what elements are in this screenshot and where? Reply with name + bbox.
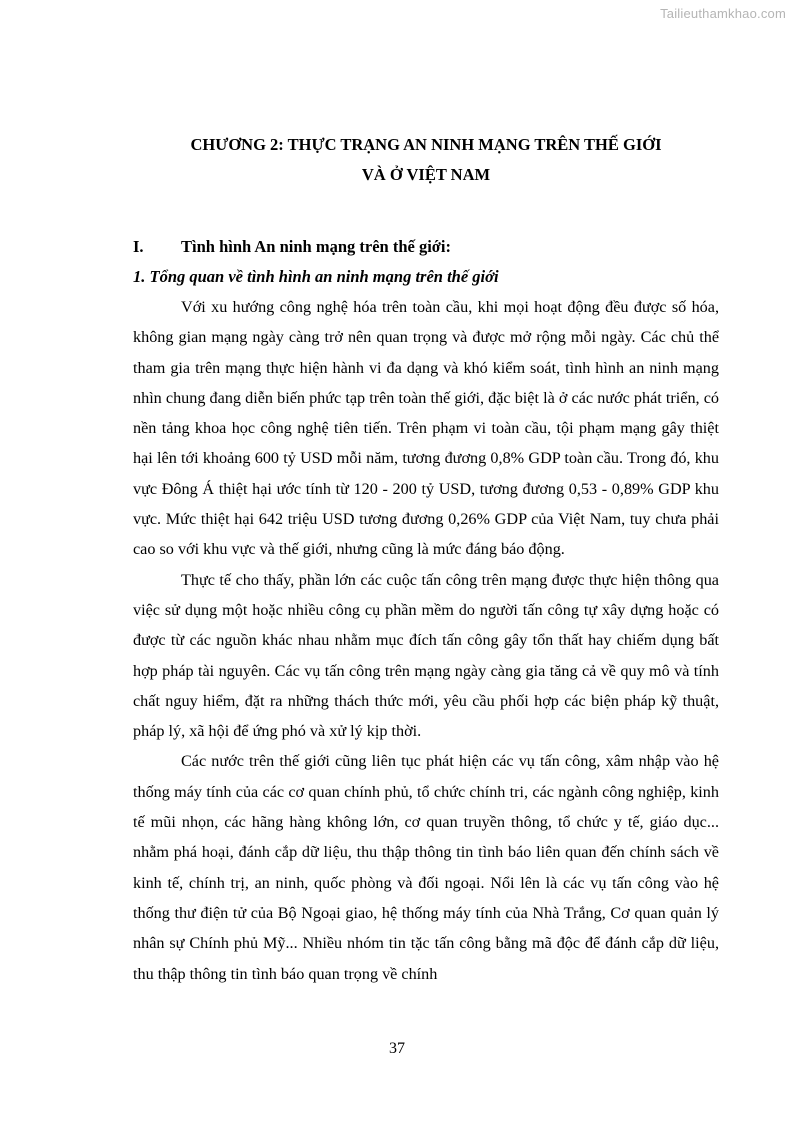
chapter-title-line-2: VÀ Ở VIỆT NAM (361, 165, 491, 184)
watermark-text: Tailieuthamkhao.com (660, 6, 786, 21)
page-number: 37 (389, 1040, 405, 1057)
document-page (133, 130, 719, 989)
body-paragraph-1: Với xu hướng công nghệ hóa trên toàn cầu, khi mọi hoạt động đều được số hóa, không gian mạng ngày càng trở nên quan trọng và được mở rộng mỗi ngày. Các chủ thể tham gia trên mạng thực hiện hành vi đa dạng và khó kiểm soát, tình hình an ninh mạng nhìn chung đang diễn biến phức tạp trên toàn thế giới, đặc biệt là ở các nước phát triển, có nền tảng khoa học công nghệ tiên tiến. Trên phạm vi toàn cầu, tội phạm mạng gây thiệt hại lên tới khoảng 600 tỷ USD mỗi năm, tương đương 0,8% GDP toàn cầu. Trong đó, khu vực Đông Á thiệt hại ước tính từ 120 - 200 tỷ USD, tương đương 0,53 - 0,89% GDP khu vực. Mức thiệt hại 642 triệu USD tương đương 0,26% GDP của Việt Nam, tuy chưa phải cao so với khu vực và thế giới, nhưng cũng là mức đáng báo động. (133, 298, 719, 559)
section-title: Tình hình An ninh mạng trên thế giới: (181, 237, 452, 256)
chapter-title-line-1: CHƯƠNG 2: THỰC TRẠNG AN NINH MẠNG TRÊN THẾ GIỚI (190, 135, 662, 154)
section-heading (133, 232, 719, 262)
body-paragraph-2: Thực tế cho thấy, phần lớn các cuộc tấn công trên mạng được thực hiện thông qua việc sử dụng một hoặc nhiều công cụ phần mềm do người tấn công tự xây dựng hoặc có được từ các nguồn khác nhau nhằm mục đích tấn công gây tổn thất hay chiếm dụng bất hợp pháp tài nguyên. Các vụ tấn công trên mạng ngày càng gia tăng cả về quy mô và tính chất nguy hiểm, đặt ra những thách thức mới, yêu cầu phối hợp các biện pháp kỹ thuật, pháp lý, xã hội để ứng phó và xử lý kịp thời. (133, 570, 719, 741)
subsection-heading: 1. Tổng quan về tình hình an ninh mạng trên thế giới (133, 267, 499, 286)
section-number: I. (133, 237, 144, 256)
body-paragraph-3: Các nước trên thế giới cũng liên tục phát hiện các vụ tấn công, xâm nhập vào hệ thống máy tính của các cơ quan chính phủ, tổ chức chính tri, các ngành công nghiệp, kinh tế mũi nhọn, các hãng hàng không lớn, cơ quan truyền thông, tổ chức y tế, giáo dục... nhằm phá hoại, đánh cắp dữ liệu, thu thập thông tin tình báo liên quan đến chính sách về kinh tế, chính trị, an ninh, quốc phòng và đối ngoại. Nổi lên là các vụ tấn công vào hệ thống thư điện tử của Bộ Ngoại giao, hệ thống máy tính của Nhà Trắng, Cơ quan quản lý nhân sự Chính phủ Mỹ... Nhiều nhóm tin tặc tấn công bằng mã độc để đánh cắp dữ liệu, thu thập thông tin tình báo quan trọng về chính (133, 752, 719, 983)
